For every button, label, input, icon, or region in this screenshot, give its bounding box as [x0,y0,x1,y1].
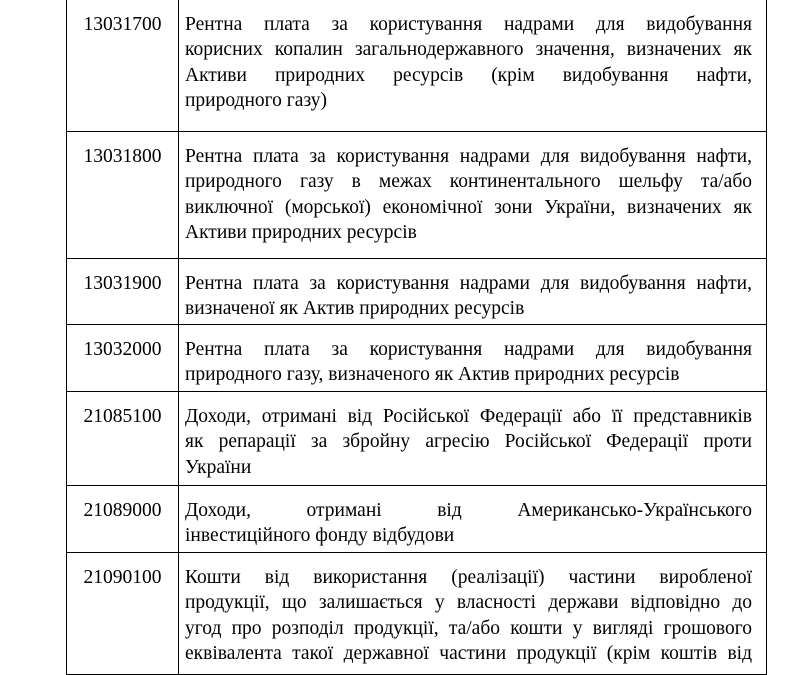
description-line: природного газу) [185,90,327,112]
description-line: угод про розподіл продукції, та/або кошти у вигляді грошового [185,617,752,639]
description-line: як репарації за збройну агресію Російської Федерації проти [185,431,752,453]
description-line: Рентна плата за користування надрами для видобування [185,14,752,35]
description-line: продукції, що залишається у власності держави відповідно до [185,592,752,614]
table-row [67,0,767,132]
description-line: Рентна плата за користування надрами для видобування нафти, [185,273,752,294]
revenue-code: 13032000 [67,325,179,392]
table-row [67,486,767,553]
revenue-code: 21090100 [67,553,179,675]
revenue-description [179,259,767,325]
description-line: Кошти від використання (реалізації) частини виробленої [185,567,752,588]
revenue-description [179,132,767,259]
table-row [67,132,767,259]
revenue-code: 13031800 [67,132,179,259]
description-line: інвестиційного фонду відбудови [185,525,455,547]
table-row [67,553,767,675]
description-line: виключної (морської) економічної зони України, визначених як [185,196,752,218]
revenue-description [179,325,767,392]
revenue-code: 13031700 [67,0,179,132]
description-line: Рентна плата за користування надрами для видобування [185,339,752,360]
revenue-description [179,392,767,486]
description-line: корисних копалин загальнодержавного значення, визначених як [185,39,752,61]
description-line: України [185,456,252,478]
table-row [67,259,767,325]
description-line: природного газу в межах континентального шельфу та/або [185,171,752,193]
description-line: визначеної як Актив природних ресурсів [185,298,525,320]
revenue-description [179,486,767,553]
description-line: Доходи, отримані від Американсько-Українського [185,500,752,521]
description-line: Активи природних ресурсів (крім видобування нафти, [185,64,752,86]
revenue-codes-table [66,0,767,675]
revenue-description [179,553,767,675]
description-line: природного газу, визначеного як Актив природних ресурсів [185,364,680,386]
revenue-code: 21089000 [67,486,179,553]
description-line: Рентна плата за користування надрами для видобування нафти, [185,146,752,167]
description-line: Доходи, отримані від Російської Федерації або її представників [185,406,752,427]
table-row [67,392,767,486]
description-line: еквівалента такої державної частини продукції (крім коштів від [185,643,752,665]
table-row [67,325,767,392]
description-line: Активи природних ресурсів [185,222,417,244]
revenue-description [179,0,767,132]
revenue-code: 21085100 [67,392,179,486]
revenue-code: 13031900 [67,259,179,325]
